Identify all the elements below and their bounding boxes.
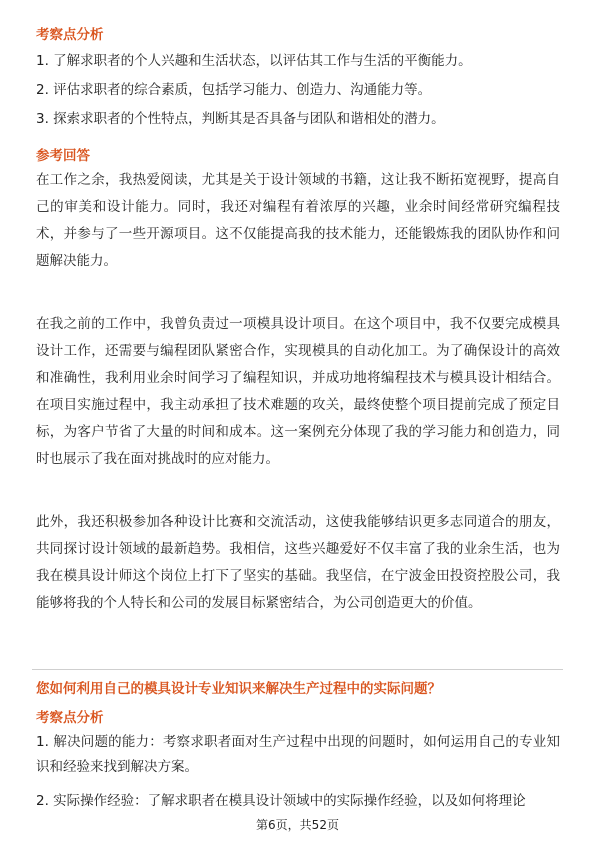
answer-paragraph: 在工作之余，我热爱阅读，尤其是关于设计领域的书籍，这让我不断拓宽视野，提高自己的审美和设计能力。同时，我还对编程有着浓厚的兴趣，业余时间经常研究编程技术，并参与了一些开源项目。这不仅能提高我的技术能力，还能锻炼我的团队协作和问题解决能力。 <box>36 172 560 269</box>
answer-heading: 参考回答 <box>36 148 90 164</box>
analysis-item: 1. 了解求职者的个人兴趣和生活状态，以评估其工作与生活的平衡能力。 <box>36 53 472 69</box>
answer-paragraph: 此外，我还积极参加各种设计比赛和交流活动，这使我能够结识更多志同道合的朋友，共同探讨设计领域的最新趋势。我相信，这些兴趣爱好不仅丰富了我的业余生活，也为我在模具设计师这个岗位上打下了坚实的基础。我坚信，在宁波金田投资控股公司，我能够将我的个人特长和公司的发展目标紧密结合，为公司创造更大的价值。 <box>36 514 560 611</box>
analysis-heading: 考察点分析 <box>36 710 104 726</box>
analysis-item: 2. 评估求职者的综合素质，包括学习能力、创造力、沟通能力等。 <box>36 82 432 98</box>
answer-paragraph: 在我之前的工作中，我曾负责过一项模具设计项目。在这个项目中，我不仅要完成模具设计工作，还需要与编程团队紧密合作，实现模具的自动化加工。为了确保设计的高效和准确性，我利用业余时间学习了编程知识，并成功地将编程技术与模具设计相结合。在项目实施过程中，我主动承担了技术难题的攻关，最终使整个项目提前完成了预定目标，为客户节省了大量的时间和成本。这一案例充分体现了我的学习能力和创造力，同时也展示了我在面对挑战时的应对能力。 <box>36 316 560 467</box>
analysis-item: 1. 解决问题的能力：考察求职者面对生产过程中出现的问题时，如何运用自己的专业知识和经验来找到解决方案。 <box>36 734 560 775</box>
page-number: 第6页，共52页 <box>256 818 339 832</box>
section-divider <box>32 669 563 670</box>
interview-question: 您如何利用自己的模具设计专业知识来解决生产过程中的实际问题？ <box>36 681 441 697</box>
analysis-item: 2. 实际操作经验：了解求职者在模具设计领域中的实际操作经验，以及如何将理论 <box>36 793 526 809</box>
analysis-item: 3. 探索求职者的个性特点，判断其是否具备与团队和谐相处的潜力。 <box>36 111 445 127</box>
analysis-heading: 考察点分析 <box>36 27 104 43</box>
